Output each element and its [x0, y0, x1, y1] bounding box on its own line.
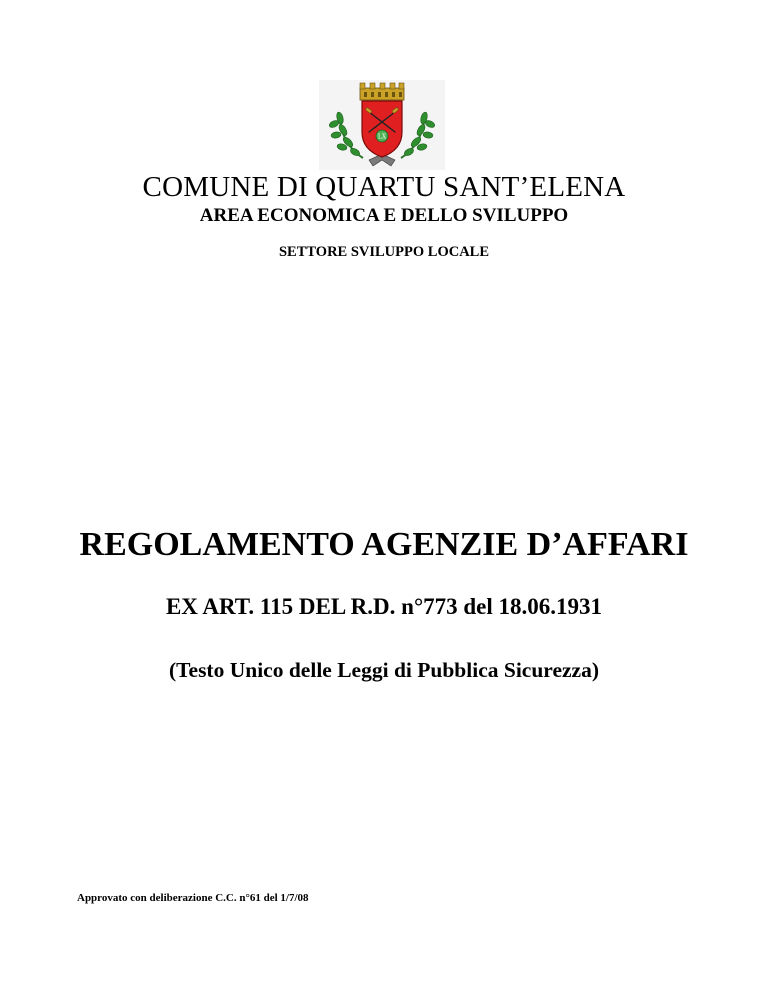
department-sector: SETTORE SVILUPPO LOCALE: [278, 244, 490, 260]
department-area: AREA ECONOMICA E DELLO SVILUPPO: [199, 205, 569, 226]
municipality-name: COMUNE DI QUARTU SANT’ELENA: [142, 171, 626, 203]
coat-of-arms-icon: [319, 80, 445, 170]
svg-text:LX: LX: [377, 133, 387, 141]
legal-reference: EX ART. 115 DEL R.D. n°773 del 18.06.1931: [165, 594, 603, 619]
law-note: (Testo Unico delle Leggi di Pubblica Sicurezza): [169, 658, 599, 682]
approval-note: Approvato con deliberazione C.C. n°61 del 1/7/08: [77, 892, 309, 904]
document-title: REGOLAMENTO AGENZIE D’AFFARI: [79, 526, 689, 563]
